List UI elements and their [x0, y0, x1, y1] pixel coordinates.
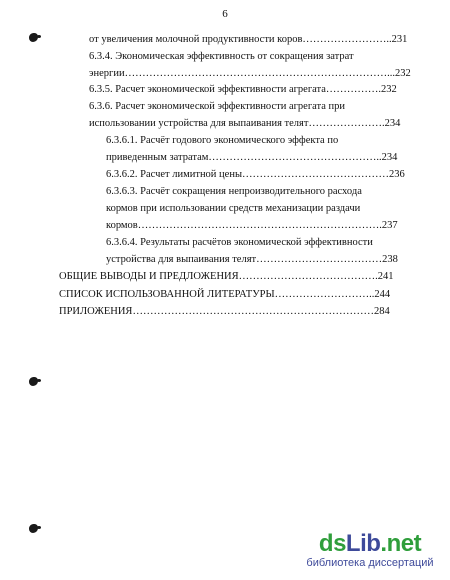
toc-line: ПРИЛОЖЕНИЯ……………………………………………………………284 — [59, 306, 390, 317]
toc-line: кормов при использовании средств механизации раздачи — [106, 203, 361, 214]
toc-line: приведенным затратам…………………………………………..234 — [106, 152, 398, 163]
dslib-watermark — [300, 531, 440, 570]
watermark-tagline: библиотека диссертаций — [306, 557, 434, 569]
toc-line: 6.3.6.1. Расчёт годового экономического эффекта по — [106, 135, 339, 146]
toc-line: от увеличения молочной продуктивности коров……………………..231 — [89, 34, 408, 45]
toc-line: кормов…………………………………………………………….237 — [106, 220, 398, 231]
ink-blot-mark — [29, 33, 38, 42]
toc-line: использовании устройства для выпаивания телят………………….234 — [89, 118, 401, 129]
logo-suffix: .net — [380, 530, 422, 557]
page-number: 6 — [222, 8, 228, 20]
toc-line: 6.3.4. Экономическая эффективность от сокращения затрат — [89, 51, 354, 62]
toc-line: 6.3.6.4. Результаты расчётов экономической эффективности — [106, 237, 373, 248]
logo-prefix: ds — [318, 530, 346, 557]
logo-main: Lib — [345, 530, 381, 557]
toc-line: 6.3.6.2. Расчет лимитной цены……………………………………236 — [106, 169, 405, 180]
toc-line: 6.3.6. Расчет экономической эффективности агрегата при — [89, 101, 346, 112]
toc-line: ОБЩИЕ ВЫВОДЫ И ПРЕДЛОЖЕНИЯ………………………………….241 — [59, 271, 394, 282]
toc-line: 6.3.6.3. Расчёт сокращения непроизводительного расхода — [106, 186, 362, 197]
toc-line: 6.3.5. Расчет экономической эффективности агрегата…………….232 — [89, 84, 397, 95]
toc-line: энергии…………………………………………………………………...232 — [89, 68, 411, 79]
ink-blot-mark — [29, 377, 38, 386]
ink-blot-mark — [29, 524, 38, 533]
dslib-logo — [300, 531, 440, 557]
toc-line: устройства для выпаивания телят………………………………238 — [106, 254, 398, 265]
toc-line: СПИСОК ИСПОЛЬЗОВАННОЙ ЛИТЕРАТУРЫ………………………..244 — [59, 289, 391, 300]
